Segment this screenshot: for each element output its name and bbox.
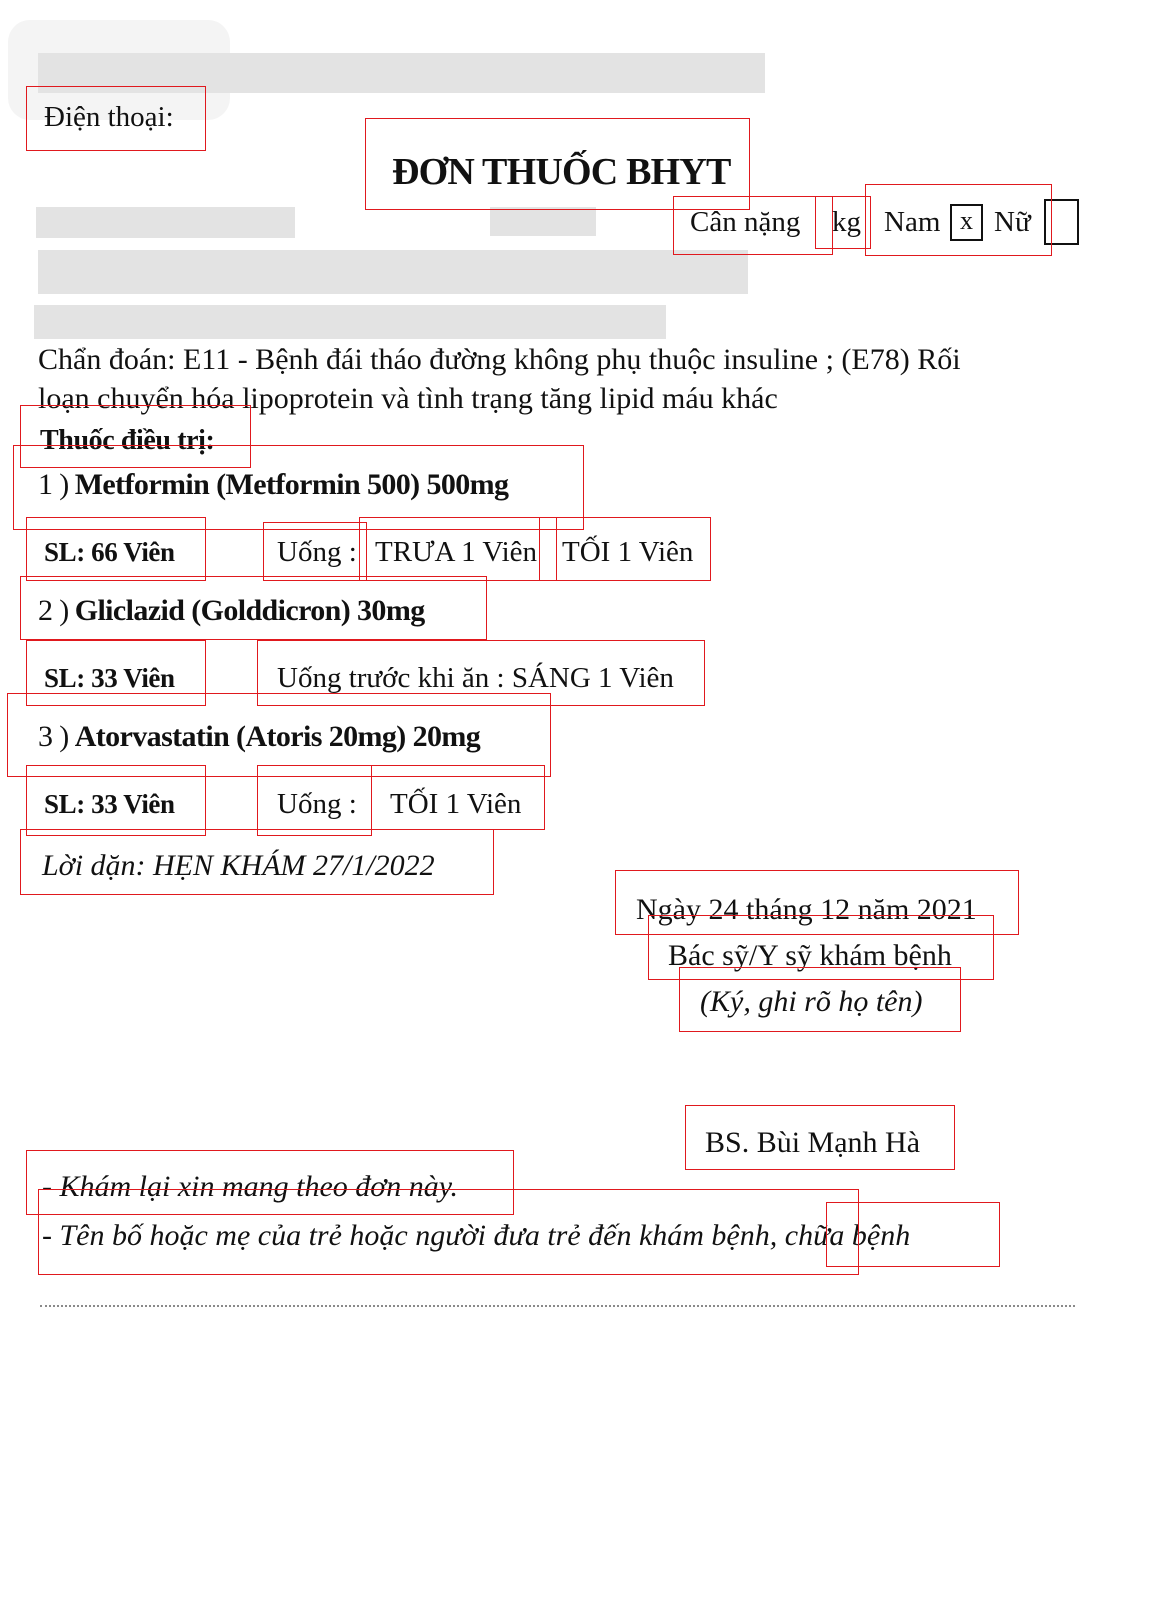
redacted-patient-address <box>38 250 748 294</box>
medicine-3-name: Atorvastatin (Atoris 20mg) 20mg <box>74 720 481 753</box>
redacted-patient-name <box>36 207 295 238</box>
doctor-role: Bác sỹ/Y sỹ khám bệnh <box>668 939 952 972</box>
medicine-1-quantity: SL: 66 Viên <box>44 537 175 567</box>
advice-note: Lời dặn: HẸN KHÁM 27/1/2022 <box>42 849 435 882</box>
weight-unit: kg <box>832 206 861 238</box>
prescription-title: ĐƠN THUỐC BHYT <box>392 151 731 193</box>
medicine-3-dose-evening: TỐI 1 Viên <box>390 788 522 820</box>
weight-label: Cân nặng <box>690 206 801 238</box>
medicine-2-index: 2 ) <box>38 594 69 627</box>
signature-instruction: (Ký, ghi rõ họ tên) <box>700 985 923 1018</box>
doctor-name: BS. Bùi Mạnh Hà <box>705 1126 921 1159</box>
medicine-1-dose-evening: TỐI 1 Viên <box>562 536 694 568</box>
medicine-2-title <box>38 594 425 628</box>
footer-note-1: - Khám lại xin mang theo đơn này. <box>42 1170 458 1203</box>
diagnosis-line-2: loạn chuyển hóa lipoprotein và tình trạng tăng lipid máu khác <box>38 382 778 415</box>
medicine-3-quantity: SL: 33 Viên <box>44 789 175 819</box>
diagnosis-line-1: Chẩn đoán: E11 - Bệnh đái tháo đường không phụ thuộc insuline ; (E78) Rối <box>38 343 961 376</box>
treatment-heading: Thuốc điều trị: <box>40 425 215 456</box>
medicine-2-name: Gliclazid (Golddicron) 30mg <box>74 594 425 627</box>
redacted-clinic-name <box>38 53 765 93</box>
medicine-2-quantity: SL: 33 Viên <box>44 663 175 693</box>
medicine-2-usage: Uống trước khi ăn : SÁNG 1 Viên <box>277 662 674 694</box>
phone-label: Điện thoại: <box>44 101 174 133</box>
footer-note-2: - Tên bố hoặc mẹ của trẻ hoặc người đưa trẻ đến khám bệnh, chữa bệnh <box>42 1219 911 1252</box>
medicine-3-index: 3 ) <box>38 720 69 753</box>
medicine-1-name: Metformin (Metformin 500) 500mg <box>74 468 509 501</box>
gender-male-label: Nam <box>884 206 941 238</box>
medicine-3-usage-label: Uống : <box>277 788 357 820</box>
medicine-1-dose-noon: TRƯA 1 Viên <box>375 536 538 568</box>
medicine-1-index: 1 ) <box>38 468 69 501</box>
redacted-patient-age <box>490 207 596 236</box>
medicine-1-title <box>38 468 508 502</box>
footer-divider <box>40 1305 1075 1307</box>
gender-female-checkbox[interactable] <box>1044 199 1079 245</box>
medicine-1-usage-label: Uống : <box>277 536 357 568</box>
prescription-date: Ngày 24 tháng 12 năm 2021 <box>636 893 977 926</box>
medicine-3-title <box>38 720 480 754</box>
gender-male-checkbox[interactable]: x <box>950 204 983 241</box>
redacted-insurance-number <box>34 305 666 339</box>
gender-female-label: Nữ <box>994 206 1031 238</box>
